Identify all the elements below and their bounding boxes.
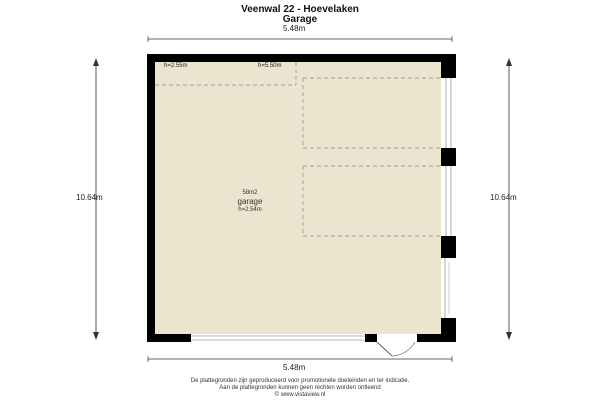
room-area: 58m2 bbox=[242, 190, 258, 196]
plan-subtitle: Garage bbox=[282, 14, 318, 25]
top-dimension-line bbox=[148, 36, 452, 42]
left-height-label: 10.64m bbox=[76, 193, 103, 202]
bottom-width-label: 5.48m bbox=[283, 363, 306, 372]
ceiling-height-right-label: h=5.50m bbox=[258, 63, 282, 69]
right-window-upper bbox=[441, 78, 456, 148]
garage-door bbox=[191, 334, 365, 342]
garage-floor bbox=[155, 62, 441, 334]
right-height-label: 10.64m bbox=[490, 193, 517, 202]
entry-door bbox=[377, 334, 417, 356]
right-side-door bbox=[441, 258, 456, 318]
room-name: garage bbox=[237, 197, 263, 206]
room-label bbox=[215, 190, 285, 214]
right-window-middle bbox=[441, 166, 456, 236]
plan-title: Veenwal 22 - Hoevelaken bbox=[241, 4, 359, 15]
footer-disclaimer-2: Aan de plattegronden kunnen geen rechten worden ontleend bbox=[219, 385, 381, 391]
footer-disclaimer-1: De plattegronden zijn geproduceerd voor promotionele doeleinden en ter indicatie. bbox=[190, 378, 410, 384]
room-height: h=2.54m bbox=[238, 207, 262, 213]
ceiling-height-left-label: h=2.55m bbox=[164, 63, 188, 69]
top-width-label: 5.48m bbox=[283, 24, 306, 33]
footer-copyright: © www.vistaview.nl bbox=[274, 392, 326, 398]
bottom-dimension-line bbox=[148, 356, 452, 362]
